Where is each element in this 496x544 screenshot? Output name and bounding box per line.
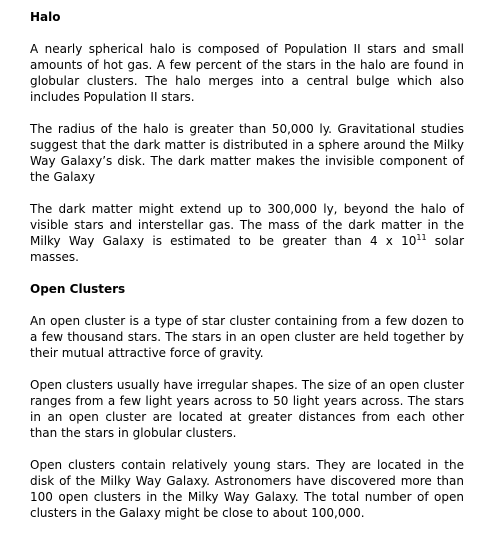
exponent-superscript: 11 xyxy=(416,233,427,242)
open-clusters-paragraph-2: Open clusters usually have irregular shapes. The size of an open cluster ranges from a few light years across to 50 light years across. The stars in an open cluster are located at greater distances from each other than the stars in globular clusters. xyxy=(30,378,464,440)
section-title-halo: Halo xyxy=(30,10,61,24)
halo-paragraph-3-end: solar masses. xyxy=(30,234,464,264)
open-clusters-paragraph-3: Open clusters contain relatively young stars. They are located in the disk of the Milky Way Galaxy. Astronomers have discovered more than 100 open clusters in the Milky Way Galaxy. The total number of open clusters in the Galaxy might be close to about 100,000. xyxy=(30,458,464,520)
section-title-open-clusters: Open Clusters xyxy=(30,282,126,296)
halo-paragraph-3-text: The dark matter might extend up to 300,000 ly, beyond the halo of visible stars and interstellar gas. The mass of the dark matter in the Milky Way Galaxy is estimated to be greater than 4 x 10 xyxy=(30,202,464,248)
document-page xyxy=(30,0,464,521)
open-clusters-paragraph-1: An open cluster is a type of star cluster containing from a few dozen to a few thousand stars. The stars in an open cluster are held together by their mutual attractive force of gravity. xyxy=(30,314,464,360)
halo-paragraph-2: The radius of the halo is greater than 50,000 ly. Gravitational studies suggest that the dark matter is distributed in a sphere around the Milky Way Galaxy’s disk. The dark matter makes the invisible component of the Galaxy xyxy=(30,122,464,184)
halo-paragraph-3 xyxy=(30,201,464,265)
halo-paragraph-1: A nearly spherical halo is composed of Population II stars and small amounts of hot gas. A few percent of the stars in the halo are found in globular clusters. The halo merges into a central bulge which also includes Population II stars. xyxy=(30,42,464,104)
